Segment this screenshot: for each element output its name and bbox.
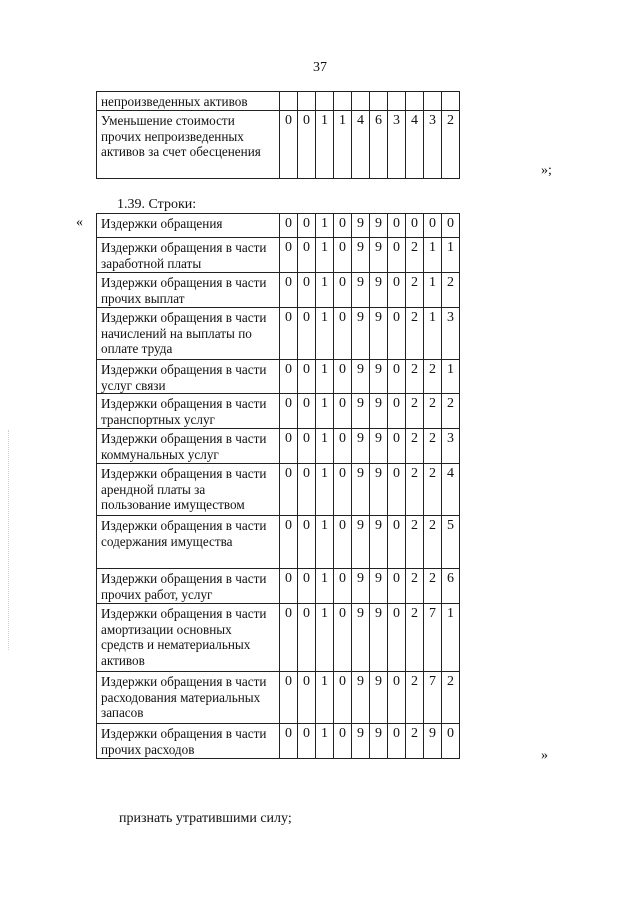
table-row [97,724,460,759]
code-digit: 0 [334,273,352,308]
code-digit: 2 [406,516,424,569]
code-digit: 9 [352,569,370,604]
code-digit: 0 [298,214,316,238]
code-digit: 2 [406,604,424,672]
code-digit: 0 [298,394,316,429]
code-digit: 3 [424,111,442,179]
code-digit: 0 [334,516,352,569]
code-digit: 0 [388,214,406,238]
code-digit: 0 [334,394,352,429]
code-digit: 0 [280,238,298,273]
code-digit: 1 [316,214,334,238]
code-digit: 0 [280,214,298,238]
row-name: Издержки обращения в части прочих работ, услуг [97,569,280,604]
code-digit: 5 [442,516,460,569]
code-digit: 2 [442,111,460,179]
table-row [97,672,460,724]
code-digit: 1 [316,516,334,569]
code-digit: 9 [352,238,370,273]
code-digit: 9 [352,429,370,464]
code-digit: 9 [370,273,388,308]
code-digit: 9 [370,464,388,516]
code-digit: 4 [406,111,424,179]
code-digit: 2 [442,672,460,724]
code-digit: 2 [406,569,424,604]
code-digit: 0 [298,672,316,724]
code-digit: 9 [352,464,370,516]
code-digit: 3 [388,111,406,179]
code-digit: 0 [298,516,316,569]
row-name: Издержки обращения в части расходования материальных запасов [97,672,280,724]
code-digit: 1 [424,238,442,273]
table-row [97,360,460,394]
code-digit: 2 [406,273,424,308]
code-digit [406,92,424,111]
code-digit: 2 [424,516,442,569]
table-row [97,516,460,569]
code-digit: 2 [424,464,442,516]
row-name: Издержки обращения в части содержания имущества [97,516,280,569]
code-digit: 2 [442,273,460,308]
code-digit: 0 [388,360,406,394]
code-digit: 0 [388,429,406,464]
code-digit: 1 [316,604,334,672]
code-digit: 0 [298,604,316,672]
code-digit: 1 [424,273,442,308]
row-name: Издержки обращения [97,214,280,238]
code-digit: 0 [334,464,352,516]
code-digit: 3 [442,429,460,464]
code-digit: 1 [316,394,334,429]
code-digit: 2 [424,394,442,429]
code-digit: 2 [424,360,442,394]
code-digit: 0 [298,569,316,604]
row-name: Издержки обращения в части амортизации основных средств и нематериальных активов [97,604,280,672]
code-digit: 0 [334,429,352,464]
code-digit: 9 [352,724,370,759]
code-digit: 0 [280,111,298,179]
row-name: Издержки обращения в части арендной платы за пользование имуществом [97,464,280,516]
code-digit: 0 [388,604,406,672]
row-name: Издержки обращения в части коммунальных услуг [97,429,280,464]
code-digit: 9 [370,672,388,724]
code-digit: 1 [316,724,334,759]
code-digit: 0 [442,724,460,759]
code-digit [280,92,298,111]
code-digit: 0 [298,308,316,360]
code-digit: 0 [388,724,406,759]
closing-quote-1: »; [541,163,552,178]
table-row [97,394,460,429]
code-digit: 0 [406,214,424,238]
code-digit: 2 [406,238,424,273]
code-digit: 1 [316,273,334,308]
code-digit: 0 [280,394,298,429]
code-digit: 9 [370,429,388,464]
code-digit: 2 [406,429,424,464]
code-digit: 0 [334,724,352,759]
continued-code-table [96,91,460,179]
closing-text: признать утратившими силу; [119,811,292,826]
code-digit: 9 [370,308,388,360]
code-digit: 9 [370,360,388,394]
closing-quote-2: » [541,748,548,763]
code-digit: 0 [280,569,298,604]
code-digit: 1 [334,111,352,179]
code-digit: 2 [406,672,424,724]
code-digit: 0 [388,464,406,516]
code-digit: 6 [442,569,460,604]
row-name: Издержки обращения в части услуг связи [97,360,280,394]
code-digit: 9 [352,604,370,672]
code-digit [334,92,352,111]
code-digit: 0 [280,604,298,672]
code-digit: 1 [316,569,334,604]
table-row [97,429,460,464]
code-digit: 2 [406,464,424,516]
code-digit: 2 [442,394,460,429]
code-digit: 0 [388,273,406,308]
code-digit: 1 [316,238,334,273]
code-digit: 1 [316,672,334,724]
code-digit: 0 [334,214,352,238]
code-digit: 9 [370,394,388,429]
code-digit [370,92,388,111]
row-name: непроизведенных активов [97,92,280,111]
opening-quote: « [76,215,83,230]
code-digit: 1 [442,360,460,394]
code-digit: 0 [280,516,298,569]
code-digit: 1 [316,308,334,360]
scan-artifact [8,430,10,650]
code-digit: 2 [406,308,424,360]
code-digit: 1 [316,429,334,464]
code-digit: 1 [316,111,334,179]
code-digit: 9 [352,308,370,360]
code-digit: 9 [352,273,370,308]
table-row [97,273,460,308]
page-number: 37 [313,60,327,75]
code-digit: 9 [352,360,370,394]
continued-table-body [97,92,460,179]
cost-code-table [96,213,460,759]
code-digit: 4 [352,111,370,179]
section-heading: 1.39. Строки: [117,197,197,212]
code-digit: 0 [298,464,316,516]
code-digit: 0 [334,569,352,604]
table-row [97,604,460,672]
row-name: Издержки обращения в части начислений на выплаты по оплате труда [97,308,280,360]
table-row [97,214,460,238]
code-digit: 7 [424,604,442,672]
code-digit: 9 [370,214,388,238]
code-digit: 0 [334,604,352,672]
code-digit [388,92,406,111]
table-row [97,464,460,516]
code-digit: 0 [388,394,406,429]
code-digit: 9 [352,214,370,238]
code-digit: 0 [280,672,298,724]
code-digit: 0 [280,360,298,394]
code-digit: 9 [370,724,388,759]
code-digit: 0 [388,308,406,360]
code-digit: 0 [442,214,460,238]
code-digit: 4 [442,464,460,516]
row-name: Издержки обращения в части прочих выплат [97,273,280,308]
code-digit: 0 [334,360,352,394]
code-digit: 0 [298,724,316,759]
code-digit: 0 [388,516,406,569]
table-row [97,238,460,273]
code-digit: 9 [370,604,388,672]
cost-table-body [97,214,460,759]
code-digit: 0 [298,273,316,308]
code-digit: 1 [442,604,460,672]
row-name: Издержки обращения в части заработной платы [97,238,280,273]
row-name: Издержки обращения в части транспортных услуг [97,394,280,429]
code-digit: 0 [298,238,316,273]
code-digit: 0 [280,273,298,308]
code-digit: 0 [280,464,298,516]
code-digit: 9 [352,672,370,724]
code-digit: 0 [334,238,352,273]
code-digit: 0 [388,569,406,604]
code-digit: 1 [316,360,334,394]
code-digit [298,92,316,111]
code-digit: 0 [280,308,298,360]
code-digit: 2 [406,360,424,394]
table-row [97,111,460,179]
table-row [97,92,460,111]
row-name: Уменьшение стоимости прочих непроизведенных активов за счет обесценения [97,111,280,179]
code-digit: 7 [424,672,442,724]
code-digit: 3 [442,308,460,360]
code-digit: 1 [442,238,460,273]
table-row [97,308,460,360]
code-digit: 0 [280,429,298,464]
code-digit: 0 [388,238,406,273]
code-digit: 2 [406,394,424,429]
code-digit: 2 [424,429,442,464]
code-digit: 9 [370,516,388,569]
code-digit: 0 [388,672,406,724]
code-digit [316,92,334,111]
code-digit: 0 [334,308,352,360]
code-digit: 0 [298,111,316,179]
code-digit: 0 [424,214,442,238]
code-digit: 9 [370,238,388,273]
code-digit [352,92,370,111]
code-digit: 0 [298,360,316,394]
code-digit: 2 [424,569,442,604]
row-name: Издержки обращения в части прочих расходов [97,724,280,759]
code-digit [424,92,442,111]
code-digit: 1 [424,308,442,360]
code-digit: 0 [280,724,298,759]
code-digit: 1 [316,464,334,516]
code-digit: 9 [352,394,370,429]
code-digit: 6 [370,111,388,179]
code-digit [442,92,460,111]
code-digit: 9 [370,569,388,604]
code-digit: 0 [334,672,352,724]
code-digit: 9 [352,516,370,569]
code-digit: 0 [298,429,316,464]
code-digit: 2 [406,724,424,759]
table-row [97,569,460,604]
code-digit: 9 [424,724,442,759]
